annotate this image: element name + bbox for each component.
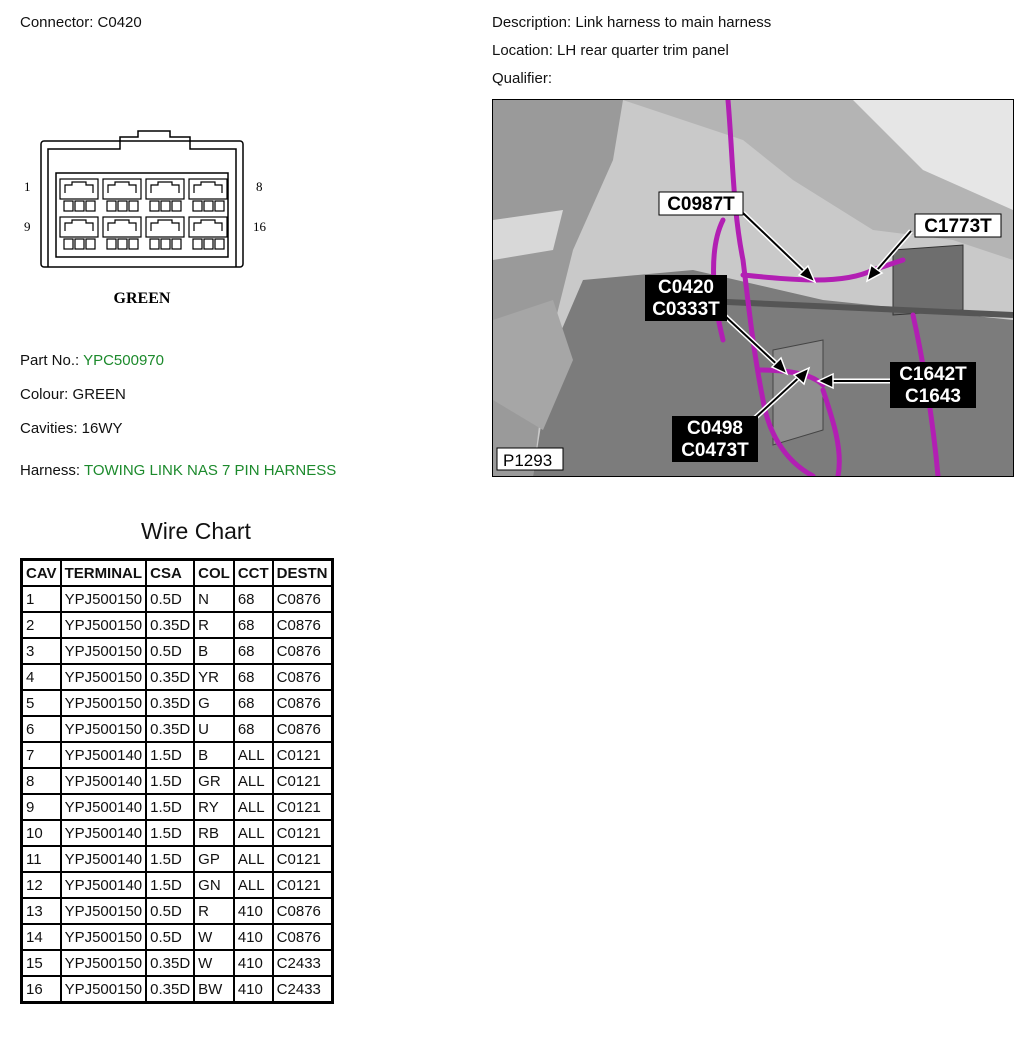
- col-header-destn: DESTN: [273, 560, 332, 587]
- cell-terminal: YPJ500150: [61, 690, 147, 716]
- table-row: [22, 716, 333, 742]
- cell-csa: 0.35D: [146, 716, 194, 742]
- cell-destn: C0121: [273, 768, 332, 794]
- callout-c1773t: C1773T: [924, 216, 992, 237]
- qualifier: Qualifier:: [492, 70, 553, 87]
- cell-col: YR: [194, 664, 234, 690]
- cell-destn: C0876: [273, 690, 332, 716]
- wire-chart-title: Wire Chart: [141, 518, 251, 544]
- cavities: Cavities: 16WY: [20, 420, 123, 437]
- table-row: [22, 742, 333, 768]
- cell-cct: ALL: [234, 742, 273, 768]
- cell-col: U: [194, 716, 234, 742]
- wire-chart-header-row: [22, 560, 333, 587]
- pin-label-8: 8: [256, 179, 263, 194]
- cell-csa: 0.5D: [146, 898, 194, 924]
- cell-cav: 10: [22, 820, 61, 846]
- cell-cct: 410: [234, 950, 273, 976]
- table-row: [22, 898, 333, 924]
- cell-terminal: YPJ500150: [61, 950, 147, 976]
- cell-destn: C0876: [273, 924, 332, 950]
- cell-col: B: [194, 638, 234, 664]
- cell-destn: C0121: [273, 794, 332, 820]
- cell-terminal: YPJ500150: [61, 976, 147, 1003]
- photo-id: P1293: [503, 451, 553, 470]
- cell-cav: 15: [22, 950, 61, 976]
- cell-cav: 1: [22, 586, 61, 612]
- col-header-csa: CSA: [146, 560, 194, 587]
- cell-destn: C0876: [273, 898, 332, 924]
- cell-cav: 13: [22, 898, 61, 924]
- cell-col: G: [194, 690, 234, 716]
- table-row: [22, 664, 333, 690]
- wire-chart-table: [20, 558, 334, 1004]
- cell-csa: 0.35D: [146, 612, 194, 638]
- cell-csa: 0.35D: [146, 664, 194, 690]
- cell-cct: ALL: [234, 794, 273, 820]
- cell-csa: 0.35D: [146, 690, 194, 716]
- cell-destn: C0121: [273, 872, 332, 898]
- cell-cav: 5: [22, 690, 61, 716]
- cell-destn: C0121: [273, 846, 332, 872]
- table-row: [22, 846, 333, 872]
- cell-terminal: YPJ500150: [61, 638, 147, 664]
- table-row: [22, 690, 333, 716]
- cell-col: N: [194, 586, 234, 612]
- cell-destn: C0121: [273, 742, 332, 768]
- cell-csa: 0.5D: [146, 924, 194, 950]
- cell-destn: C0876: [273, 612, 332, 638]
- cell-cav: 11: [22, 846, 61, 872]
- cell-cct: ALL: [234, 820, 273, 846]
- table-row: [22, 768, 333, 794]
- callout-c1642t: C1642T: [899, 364, 967, 385]
- cell-csa: 1.5D: [146, 872, 194, 898]
- col-header-cct: CCT: [234, 560, 273, 587]
- cell-terminal: YPJ500140: [61, 742, 147, 768]
- cell-cct: 410: [234, 924, 273, 950]
- harness-label: Harness:: [20, 462, 81, 479]
- cell-terminal: YPJ500150: [61, 612, 147, 638]
- cell-destn: C0876: [273, 664, 332, 690]
- cell-col: GR: [194, 768, 234, 794]
- pin-label-1: 1: [24, 179, 31, 194]
- cell-cct: 410: [234, 976, 273, 1003]
- cell-destn: C2433: [273, 950, 332, 976]
- cell-cav: 9: [22, 794, 61, 820]
- location: Location: LH rear quarter trim panel: [492, 42, 729, 59]
- cell-cct: ALL: [234, 846, 273, 872]
- harness: [20, 462, 336, 479]
- cell-cct: 68: [234, 638, 273, 664]
- connector-id: Connector: C0420: [20, 14, 142, 31]
- cell-terminal: YPJ500140: [61, 794, 147, 820]
- cell-csa: 0.35D: [146, 976, 194, 1003]
- harness-link[interactable]: TOWING LINK NAS 7 PIN HARNESS: [83, 462, 337, 479]
- cell-cav: 4: [22, 664, 61, 690]
- col-header-cav: CAV: [22, 560, 61, 587]
- cell-col: RB: [194, 820, 234, 846]
- cell-cct: ALL: [234, 768, 273, 794]
- cell-terminal: YPJ500150: [61, 716, 147, 742]
- cell-cct: ALL: [234, 872, 273, 898]
- table-row: [22, 612, 333, 638]
- table-row: [22, 924, 333, 950]
- cell-cav: 3: [22, 638, 61, 664]
- callout-c0420: C0420: [658, 277, 714, 298]
- cell-cav: 6: [22, 716, 61, 742]
- col-header-terminal: TERMINAL: [61, 560, 147, 587]
- cell-col: RY: [194, 794, 234, 820]
- part-no-value[interactable]: YPC500970: [83, 352, 164, 369]
- cell-col: GP: [194, 846, 234, 872]
- cell-cct: 68: [234, 612, 273, 638]
- connector-face-diagram: [20, 125, 280, 315]
- pin-label-9: 9: [24, 219, 31, 234]
- cell-terminal: YPJ500150: [61, 898, 147, 924]
- cell-terminal: YPJ500140: [61, 820, 147, 846]
- cell-cav: 16: [22, 976, 61, 1003]
- connector-colour-label: GREEN: [113, 290, 171, 307]
- cell-cav: 8: [22, 768, 61, 794]
- colour: Colour: GREEN: [20, 386, 126, 403]
- table-row: [22, 950, 333, 976]
- cell-col: W: [194, 924, 234, 950]
- cell-csa: 0.5D: [146, 586, 194, 612]
- cell-col: BW: [194, 976, 234, 1003]
- cell-cct: 68: [234, 586, 273, 612]
- cell-csa: 1.5D: [146, 768, 194, 794]
- cell-destn: C0876: [273, 586, 332, 612]
- cell-col: GN: [194, 872, 234, 898]
- description: Description: Link harness to main harness: [492, 14, 772, 31]
- cell-csa: 1.5D: [146, 742, 194, 768]
- cell-terminal: YPJ500150: [61, 924, 147, 950]
- cell-csa: 0.35D: [146, 950, 194, 976]
- cell-cct: 68: [234, 716, 273, 742]
- cell-col: W: [194, 950, 234, 976]
- table-row: [22, 820, 333, 846]
- cell-col: R: [194, 612, 234, 638]
- cell-terminal: YPJ500150: [61, 664, 147, 690]
- cell-csa: 1.5D: [146, 820, 194, 846]
- table-row: [22, 976, 333, 1003]
- cell-cav: 12: [22, 872, 61, 898]
- location-photo: [492, 99, 1014, 477]
- cell-destn: C2433: [273, 976, 332, 1003]
- cell-col: B: [194, 742, 234, 768]
- callout-c1643: C1643: [905, 386, 961, 407]
- cell-terminal: YPJ500140: [61, 768, 147, 794]
- cell-cct: 68: [234, 664, 273, 690]
- cell-cct: 410: [234, 898, 273, 924]
- cell-col: R: [194, 898, 234, 924]
- table-row: [22, 638, 333, 664]
- part-no-label: Part No.:: [20, 352, 80, 369]
- cell-csa: 0.5D: [146, 638, 194, 664]
- cell-destn: C0876: [273, 716, 332, 742]
- callout-c0987t: C0987T: [667, 194, 735, 215]
- cell-csa: 1.5D: [146, 846, 194, 872]
- table-row: [22, 586, 333, 612]
- cell-destn: C0121: [273, 820, 332, 846]
- cell-terminal: YPJ500140: [61, 872, 147, 898]
- cell-terminal: YPJ500140: [61, 846, 147, 872]
- cell-cav: 2: [22, 612, 61, 638]
- cell-cav: 7: [22, 742, 61, 768]
- cell-terminal: YPJ500150: [61, 586, 147, 612]
- cell-destn: C0876: [273, 638, 332, 664]
- cell-cav: 14: [22, 924, 61, 950]
- callout-c0498: C0498: [687, 418, 743, 439]
- col-header-col: COL: [194, 560, 234, 587]
- table-row: [22, 872, 333, 898]
- cell-cct: 68: [234, 690, 273, 716]
- table-row: [22, 794, 333, 820]
- callout-c0333t: C0333T: [652, 299, 720, 320]
- callout-c0473t: C0473T: [681, 440, 749, 461]
- part-number: [20, 352, 164, 369]
- cell-csa: 1.5D: [146, 794, 194, 820]
- pin-label-16: 16: [253, 219, 266, 234]
